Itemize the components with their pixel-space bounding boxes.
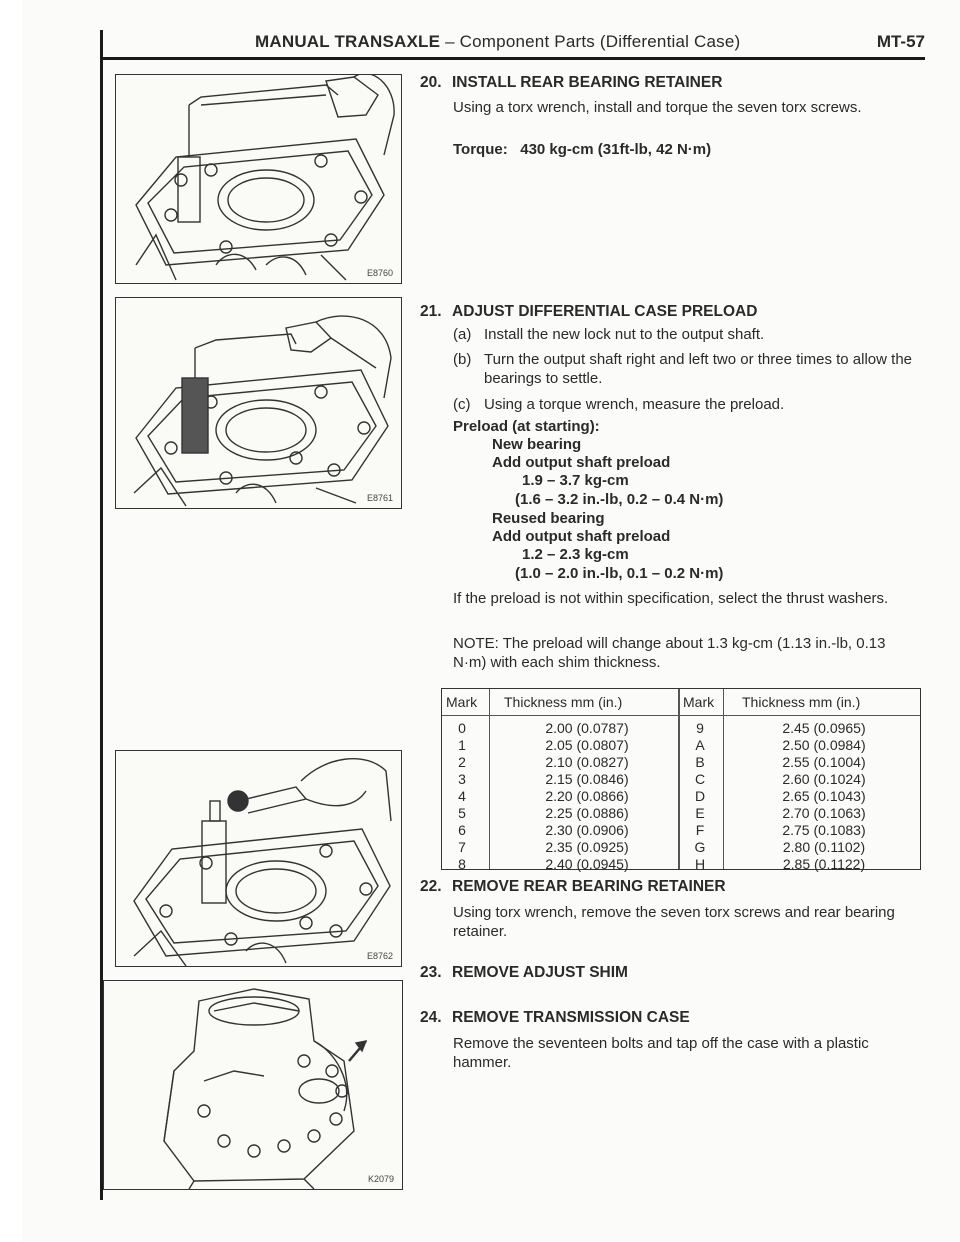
reused-bearing-value-1: 1.2 – 2.3 kg-cm	[522, 546, 629, 563]
shim-thickness: 2.40 (0.0945)	[545, 856, 629, 872]
shim-thickness: 2.70 (0.1063)	[782, 805, 866, 821]
step-23-heading	[420, 964, 628, 982]
shim-thickness: 2.55 (0.1004)	[782, 754, 866, 770]
shim-mark: 8	[458, 856, 466, 872]
step-22-heading	[420, 878, 726, 896]
step-24-body: Remove the seventeen bolts and tap off the case with a plastic hammer.	[453, 1035, 869, 1071]
shim-mark: F	[695, 822, 705, 838]
add-output-preload-2: Add output shaft preload	[492, 528, 671, 545]
sub-text: Using a torque wrench, measure the preload.	[484, 396, 785, 413]
torque-label: Torque:	[453, 141, 508, 158]
step-number: 24.	[420, 1009, 442, 1026]
step-title: REMOVE REAR BEARING RETAINER	[452, 878, 726, 895]
step-number: 23.	[420, 964, 442, 981]
shim-mark: E	[695, 805, 705, 821]
page-binding-edge	[0, 0, 22, 1242]
shim-mark: 9	[696, 720, 704, 736]
shim-thickness: 2.45 (0.0965)	[782, 720, 866, 736]
header-thickness-left: Thickness mm (in.)	[504, 694, 623, 710]
step-20-body: Using a torx wrench, install and torque the seven torx screws.	[453, 99, 862, 116]
figure-code: E8760	[366, 268, 393, 278]
preload-condition-text: If the preload is not within specification, select the thrust washers.	[453, 590, 889, 607]
shim-mark: 1	[458, 737, 466, 753]
header-rule	[100, 57, 925, 60]
shim-thickness: 2.15 (0.0846)	[545, 771, 629, 787]
shim-mark: B	[695, 754, 705, 770]
step-20-heading	[420, 74, 722, 92]
header-title-bold: MANUAL TRANSAXLE	[255, 32, 441, 51]
shim-thickness: 2.75 (0.1083)	[782, 822, 866, 838]
step-title: ADJUST DIFFERENTIAL CASE PRELOAD	[452, 303, 758, 320]
figure-e8762-drawing	[116, 751, 401, 966]
shim-thickness: 2.05 (0.0807)	[545, 737, 629, 753]
right-values-column	[749, 720, 899, 873]
shim-thickness: 2.00 (0.0787)	[545, 720, 629, 736]
shim-mark: H	[694, 856, 706, 872]
shim-mark: 0	[458, 720, 466, 736]
step-21-heading	[420, 303, 757, 321]
left-values-column	[512, 720, 662, 873]
shim-thickness: 2.30 (0.0906)	[545, 822, 629, 838]
new-bearing-value-2: (1.6 – 3.2 in.-lb, 0.2 – 0.4 N·m)	[515, 491, 724, 508]
shim-mark: C	[694, 771, 706, 787]
add-output-preload-1: Add output shaft preload	[492, 454, 671, 471]
step-title: REMOVE TRANSMISSION CASE	[452, 1009, 690, 1026]
shim-mark: D	[694, 788, 706, 804]
sub-label: (b)	[453, 351, 472, 368]
sub-label: (c)	[453, 396, 471, 413]
new-bearing-label: New bearing	[492, 436, 582, 453]
shim-mark: 4	[458, 788, 466, 804]
new-bearing-value-1: 1.9 – 3.7 kg-cm	[522, 472, 629, 489]
shim-thickness: 2.85 (0.1122)	[782, 856, 866, 872]
figure-code: E8762	[366, 951, 393, 961]
step-title: REMOVE ADJUST SHIM	[452, 964, 628, 981]
page-header	[100, 32, 930, 58]
figure-code: E8761	[366, 493, 393, 503]
step-22-body: Using torx wrench, remove the seven torx screws and rear bearing retainer.	[453, 904, 895, 940]
shim-mark: 7	[458, 839, 466, 855]
sub-label: (a)	[453, 326, 472, 343]
table-header	[442, 689, 920, 716]
figure-e8762	[115, 750, 402, 967]
shim-mark: G	[694, 839, 706, 855]
shim-mark: 3	[458, 771, 466, 787]
shim-thickness: 2.35 (0.0925)	[545, 839, 629, 855]
shim-thickness: 2.50 (0.0984)	[782, 737, 866, 753]
preload-note: NOTE: The preload will change about 1.3 kg-cm (1.13 in.-lb, 0.13 N·m) with each shim thickness.	[453, 635, 886, 671]
shim-thickness: 2.60 (0.1024)	[782, 771, 866, 787]
shim-mark: 5	[458, 805, 466, 821]
header-title	[255, 32, 740, 52]
shim-thickness-table	[441, 688, 921, 870]
left-marks-column	[432, 720, 492, 873]
figure-e8761	[115, 297, 402, 509]
header-thickness-right: Thickness mm (in.)	[742, 694, 861, 710]
right-marks-column	[670, 720, 730, 873]
figure-k2079	[103, 980, 403, 1190]
figure-e8760-drawing	[116, 75, 401, 283]
sub-text: Install the new lock nut to the output shaft.	[484, 326, 765, 343]
shim-thickness: 2.65 (0.1043)	[782, 788, 866, 804]
step-number: 21.	[420, 303, 442, 320]
shim-thickness: 2.25 (0.0886)	[545, 805, 629, 821]
torque-value: 430 kg-cm (31ft-lb, 42 N·m)	[520, 141, 712, 158]
shim-thickness: 2.20 (0.0866)	[545, 788, 629, 804]
shim-mark: 6	[458, 822, 466, 838]
shim-mark: 2	[458, 754, 466, 770]
step-title: INSTALL REAR BEARING RETAINER	[452, 74, 723, 91]
figure-e8761-drawing	[116, 298, 401, 508]
shim-thickness: 2.10 (0.0827)	[545, 754, 629, 770]
header-title-rest: – Component Parts (Differential Case)	[440, 32, 741, 51]
figure-e8760	[115, 74, 402, 284]
sub-text: Turn the output shaft right and left two or three times to allow the bearings to settle.	[484, 351, 913, 387]
step-20-torque	[453, 140, 913, 159]
reused-bearing-label: Reused bearing	[492, 510, 605, 527]
preload-label: Preload (at starting):	[453, 418, 600, 435]
header-mark-right: Mark	[683, 694, 715, 710]
step-24-heading	[420, 1009, 690, 1027]
step-number: 20.	[420, 74, 442, 91]
reused-bearing-value-2: (1.0 – 2.0 in.-lb, 0.1 – 0.2 N·m)	[515, 565, 724, 582]
shim-mark: A	[695, 737, 705, 753]
step-number: 22.	[420, 878, 442, 895]
figure-code: K2079	[367, 1174, 394, 1184]
figure-k2079-drawing	[104, 981, 402, 1189]
page-number: MT-57	[876, 32, 925, 51]
header-mark-left: Mark	[446, 694, 478, 710]
shim-thickness: 2.80 (0.1102)	[782, 839, 866, 855]
